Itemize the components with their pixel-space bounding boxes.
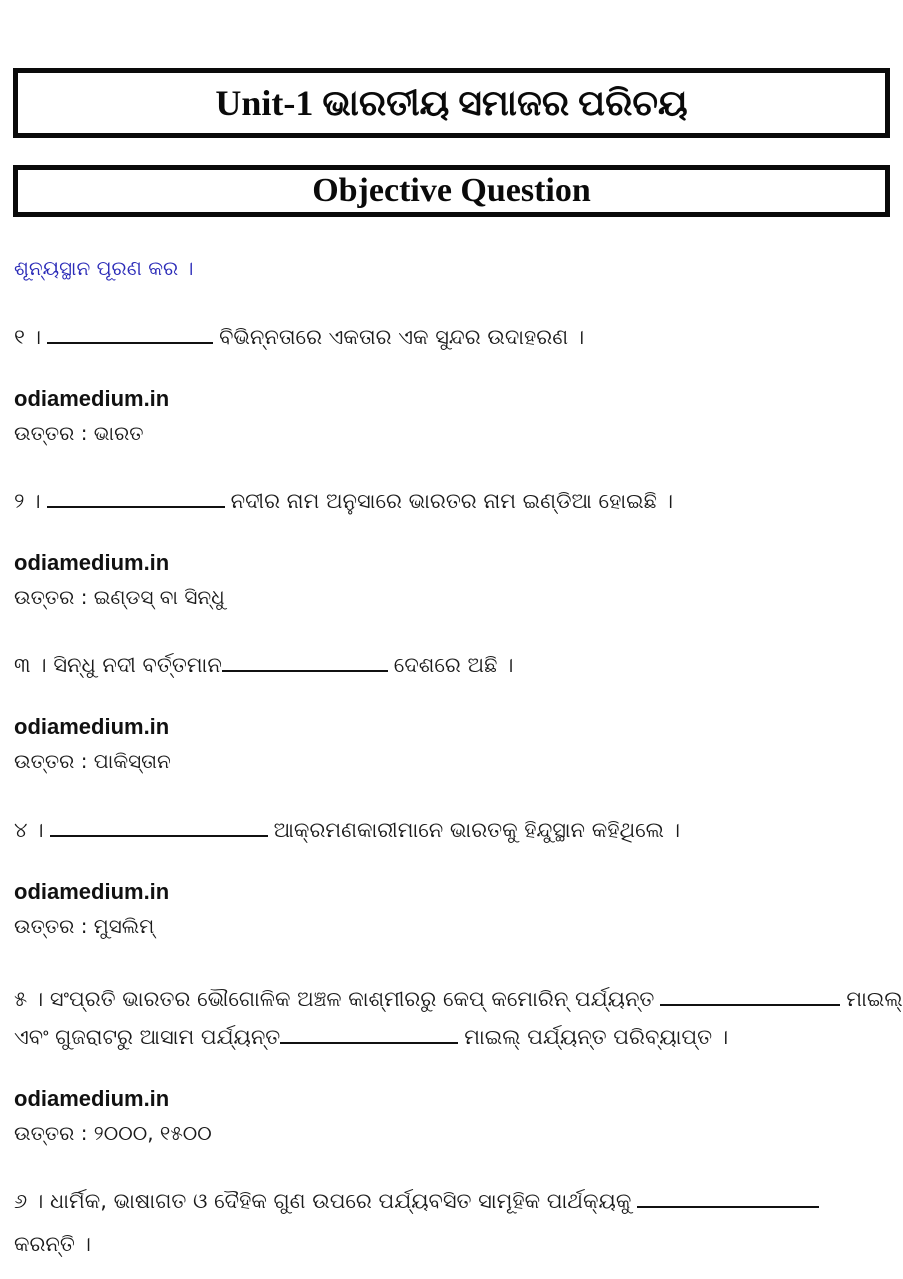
question-4 bbox=[14, 815, 680, 844]
question-number: ୫ । bbox=[14, 987, 44, 1011]
question-text-after: ଦେଶରେ ଅଛି । bbox=[393, 653, 514, 677]
question-number: ୨ । bbox=[14, 489, 41, 513]
watermark: odiamedium.in bbox=[14, 879, 170, 904]
question-number: ୬ । bbox=[14, 1189, 44, 1213]
answer-2 bbox=[14, 585, 225, 609]
question-6-line-2 bbox=[14, 1230, 91, 1258]
answer-value: ଇଣ୍ଡସ୍ ବା ସିନ୍ଧୁ bbox=[93, 585, 225, 609]
answer-blank-1 bbox=[660, 984, 840, 1006]
question-text-before: ଧାର୍ମିକ, ଭାଷାଗତ ଓ ଦୈହିକ ଗୁଣ ଉପରେ ପର୍ଯ୍ୟବସିତ ସାମୂହିକ ପାର୍ଥକ୍ୟକୁ bbox=[50, 1189, 632, 1213]
answer-value: ମୁସଲିମ୍ bbox=[93, 914, 155, 938]
question-text-before: ସିନ୍ଧୁ ନଦୀ ବର୍ତ୍ତମାନ bbox=[53, 653, 222, 677]
watermark: odiamedium.in bbox=[14, 550, 170, 575]
answer-value: ପାକିସ୍ତାନ bbox=[93, 749, 171, 773]
answer-label: ଉତ୍ତର : bbox=[14, 749, 88, 773]
answer-label: ଉତ୍ତର : bbox=[14, 585, 88, 609]
question-text-after: କରନ୍ତି । bbox=[14, 1232, 92, 1256]
answer-blank bbox=[47, 322, 213, 344]
answer-1 bbox=[14, 421, 144, 445]
instruction-text: ଶୂନ୍ୟସ୍ଥାନ ପୂରଣ କର । bbox=[14, 256, 194, 280]
unit-title-box bbox=[13, 68, 890, 138]
question-text-after: ମାଇଲ୍ ପର୍ଯ୍ୟନ୍ତ ପରିବ୍ୟାପ୍ତ । bbox=[464, 1025, 729, 1049]
question-number: ୧ । bbox=[14, 325, 42, 349]
question-text: ନଦୀର ନାମ ଅନୁସାରେ ଭାରତର ନାମ ଇଣ୍ଡିଆ ହୋଇଛି । bbox=[230, 489, 674, 513]
answer-label: ଉତ୍ତର : bbox=[14, 421, 88, 445]
answer-3 bbox=[14, 749, 171, 773]
question-5-line-2 bbox=[14, 1022, 728, 1051]
answer-value: ଭାରତ bbox=[93, 421, 144, 445]
watermark: odiamedium.in bbox=[14, 1086, 170, 1111]
question-number: ୪ । bbox=[14, 818, 44, 842]
question-text-before: ସଂପ୍ରତି ଭାରତର ଭୌଗୋଳିକ ଅଞ୍ଚଳ କାଶ୍ମୀରରୁ କେପ୍ କମୋରିନ୍ ପର୍ଯ୍ୟନ୍ତ bbox=[49, 987, 655, 1011]
question-2 bbox=[14, 486, 673, 515]
question-text: ଆକ୍ରମଣକାରୀମାନେ ଭାରତକୁ ହିନ୍ଦୁସ୍ଥାନ କହିଥିଲେ । bbox=[273, 818, 681, 842]
question-text-after: ମାଇଲ୍ bbox=[846, 987, 903, 1011]
question-number: ୩ । bbox=[14, 653, 47, 677]
answer-5 bbox=[14, 1121, 212, 1145]
answer-label: ଉତ୍ତର : bbox=[14, 914, 88, 938]
question-3 bbox=[14, 650, 514, 679]
answer-blank bbox=[50, 815, 268, 837]
answer-value: ୨୦୦୦, ୧୫୦୦ bbox=[93, 1121, 212, 1145]
answer-blank bbox=[222, 650, 388, 672]
question-text: ବିଭିନ୍ନତାରେ ଏକତାର ଏକ ସୁନ୍ଦର ଉଦାହରଣ । bbox=[219, 325, 585, 349]
answer-label: ଉତ୍ତର : bbox=[14, 1121, 88, 1145]
section-title: Objective Question bbox=[312, 172, 591, 209]
watermark: odiamedium.in bbox=[14, 386, 170, 411]
answer-4 bbox=[14, 914, 154, 938]
unit-title: Unit-1 ଭାରତୀୟ ସମାଜର ପରିଚୟ bbox=[215, 82, 688, 123]
answer-blank bbox=[47, 486, 225, 508]
question-5-line-1 bbox=[14, 984, 903, 1013]
question-6-line-1 bbox=[14, 1186, 825, 1215]
answer-blank bbox=[637, 1186, 819, 1208]
section-title-box bbox=[13, 165, 890, 217]
question-text-before: ଏବଂ ଗୁଜରାଟରୁ ଆସାମ ପର୍ଯ୍ୟନ୍ତ bbox=[14, 1025, 281, 1049]
answer-blank-2 bbox=[280, 1022, 458, 1044]
question-1 bbox=[14, 322, 584, 351]
watermark: odiamedium.in bbox=[14, 714, 170, 739]
